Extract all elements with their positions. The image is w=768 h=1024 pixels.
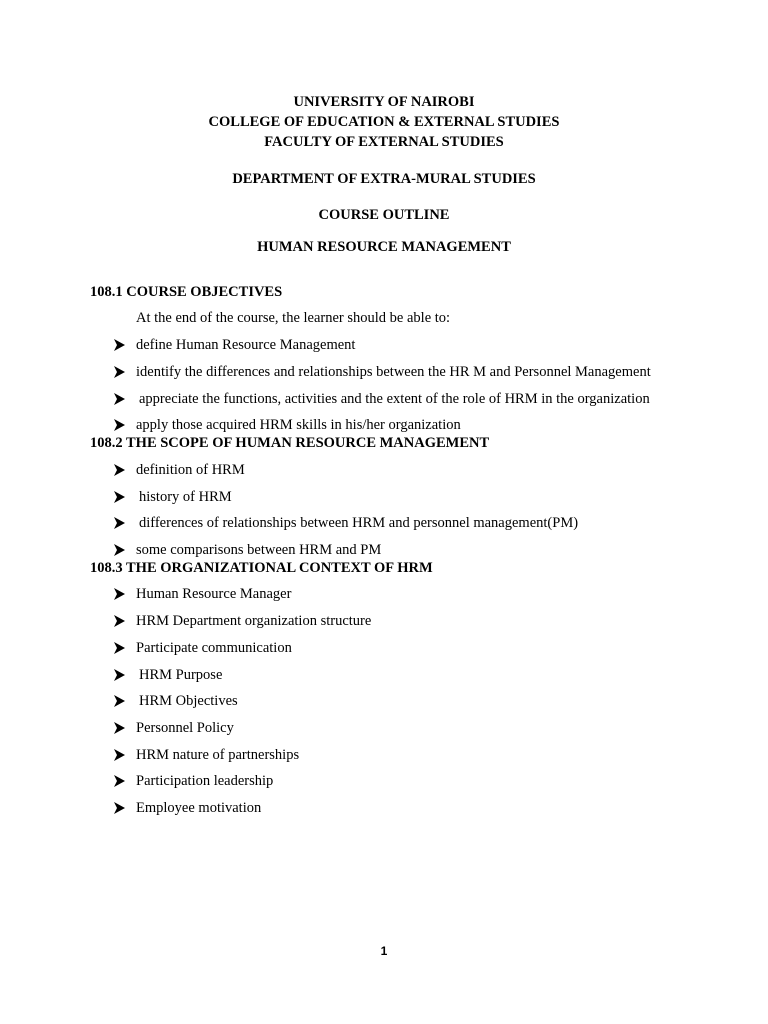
- list-item-text: HRM Department organization structure: [136, 613, 372, 629]
- arrow-bullet-icon: [114, 749, 125, 761]
- faculty-name: FACULTY OF EXTERNAL STUDIES: [264, 134, 504, 150]
- list-item-text: HRM Purpose: [139, 667, 223, 683]
- section-heading-organizational-context: 108.3 THE ORGANIZATIONAL CONTEXT OF HRM: [90, 560, 433, 576]
- arrow-bullet-icon: [114, 695, 125, 707]
- list-item-text: HRM nature of partnerships: [136, 747, 300, 763]
- document-type: COURSE OUTLINE: [318, 207, 450, 223]
- list-item-text: identify the differences and relationships between the HR M and Personnel Management: [136, 364, 651, 380]
- department-name: DEPARTMENT OF EXTRA-MURAL STUDIES: [232, 171, 536, 187]
- section-heading-objectives: 108.1 COURSE OBJECTIVES: [90, 284, 283, 300]
- arrow-bullet-icon: [114, 419, 125, 431]
- course-title: HUMAN RESOURCE MANAGEMENT: [257, 239, 511, 255]
- arrow-bullet-icon: [114, 491, 125, 503]
- list-item-text: Human Resource Manager: [136, 586, 292, 602]
- list-item-text: history of HRM: [139, 489, 232, 505]
- arrow-bullet-icon: [114, 544, 125, 556]
- page-number: 1: [380, 944, 388, 958]
- section-heading-scope: 108.2 THE SCOPE OF HUMAN RESOURCE MANAGEMENT: [90, 435, 490, 451]
- arrow-bullet-icon: [114, 366, 125, 378]
- list-item-text: definition of HRM: [136, 462, 245, 478]
- list-item-text: differences of relationships between HRM and personnel management(PM): [139, 515, 579, 531]
- arrow-bullet-icon: [114, 802, 125, 814]
- list-item-text: some comparisons between HRM and PM: [136, 542, 382, 558]
- list-item-text: HRM Objectives: [139, 693, 238, 709]
- arrow-bullet-icon: [114, 615, 125, 627]
- university-name: UNIVERSITY OF NAIROBI: [293, 94, 475, 110]
- list-item-text: define Human Resource Management: [136, 337, 356, 353]
- arrow-bullet-icon: [114, 642, 125, 654]
- college-name: COLLEGE OF EDUCATION & EXTERNAL STUDIES: [208, 114, 560, 130]
- arrow-bullet-icon: [114, 339, 125, 351]
- list-item-text: Employee motivation: [136, 800, 262, 816]
- arrow-bullet-icon: [114, 464, 125, 476]
- arrow-bullet-icon: [114, 393, 125, 405]
- section-intro: At the end of the course, the learner should be able to:: [136, 310, 451, 326]
- list-item-text: appreciate the functions, activities and the extent of the role of HRM in the organization: [139, 391, 650, 407]
- arrow-bullet-icon: [114, 517, 125, 529]
- list-item-text: Participation leadership: [136, 773, 274, 789]
- arrow-bullet-icon: [114, 722, 125, 734]
- list-item-text: Personnel Policy: [136, 720, 234, 736]
- arrow-bullet-icon: [114, 669, 125, 681]
- arrow-bullet-icon: [114, 775, 125, 787]
- list-item-text: apply those acquired HRM skills in his/her organization: [136, 417, 461, 433]
- list-item-text: Participate communication: [136, 640, 292, 656]
- arrow-bullet-icon: [114, 588, 125, 600]
